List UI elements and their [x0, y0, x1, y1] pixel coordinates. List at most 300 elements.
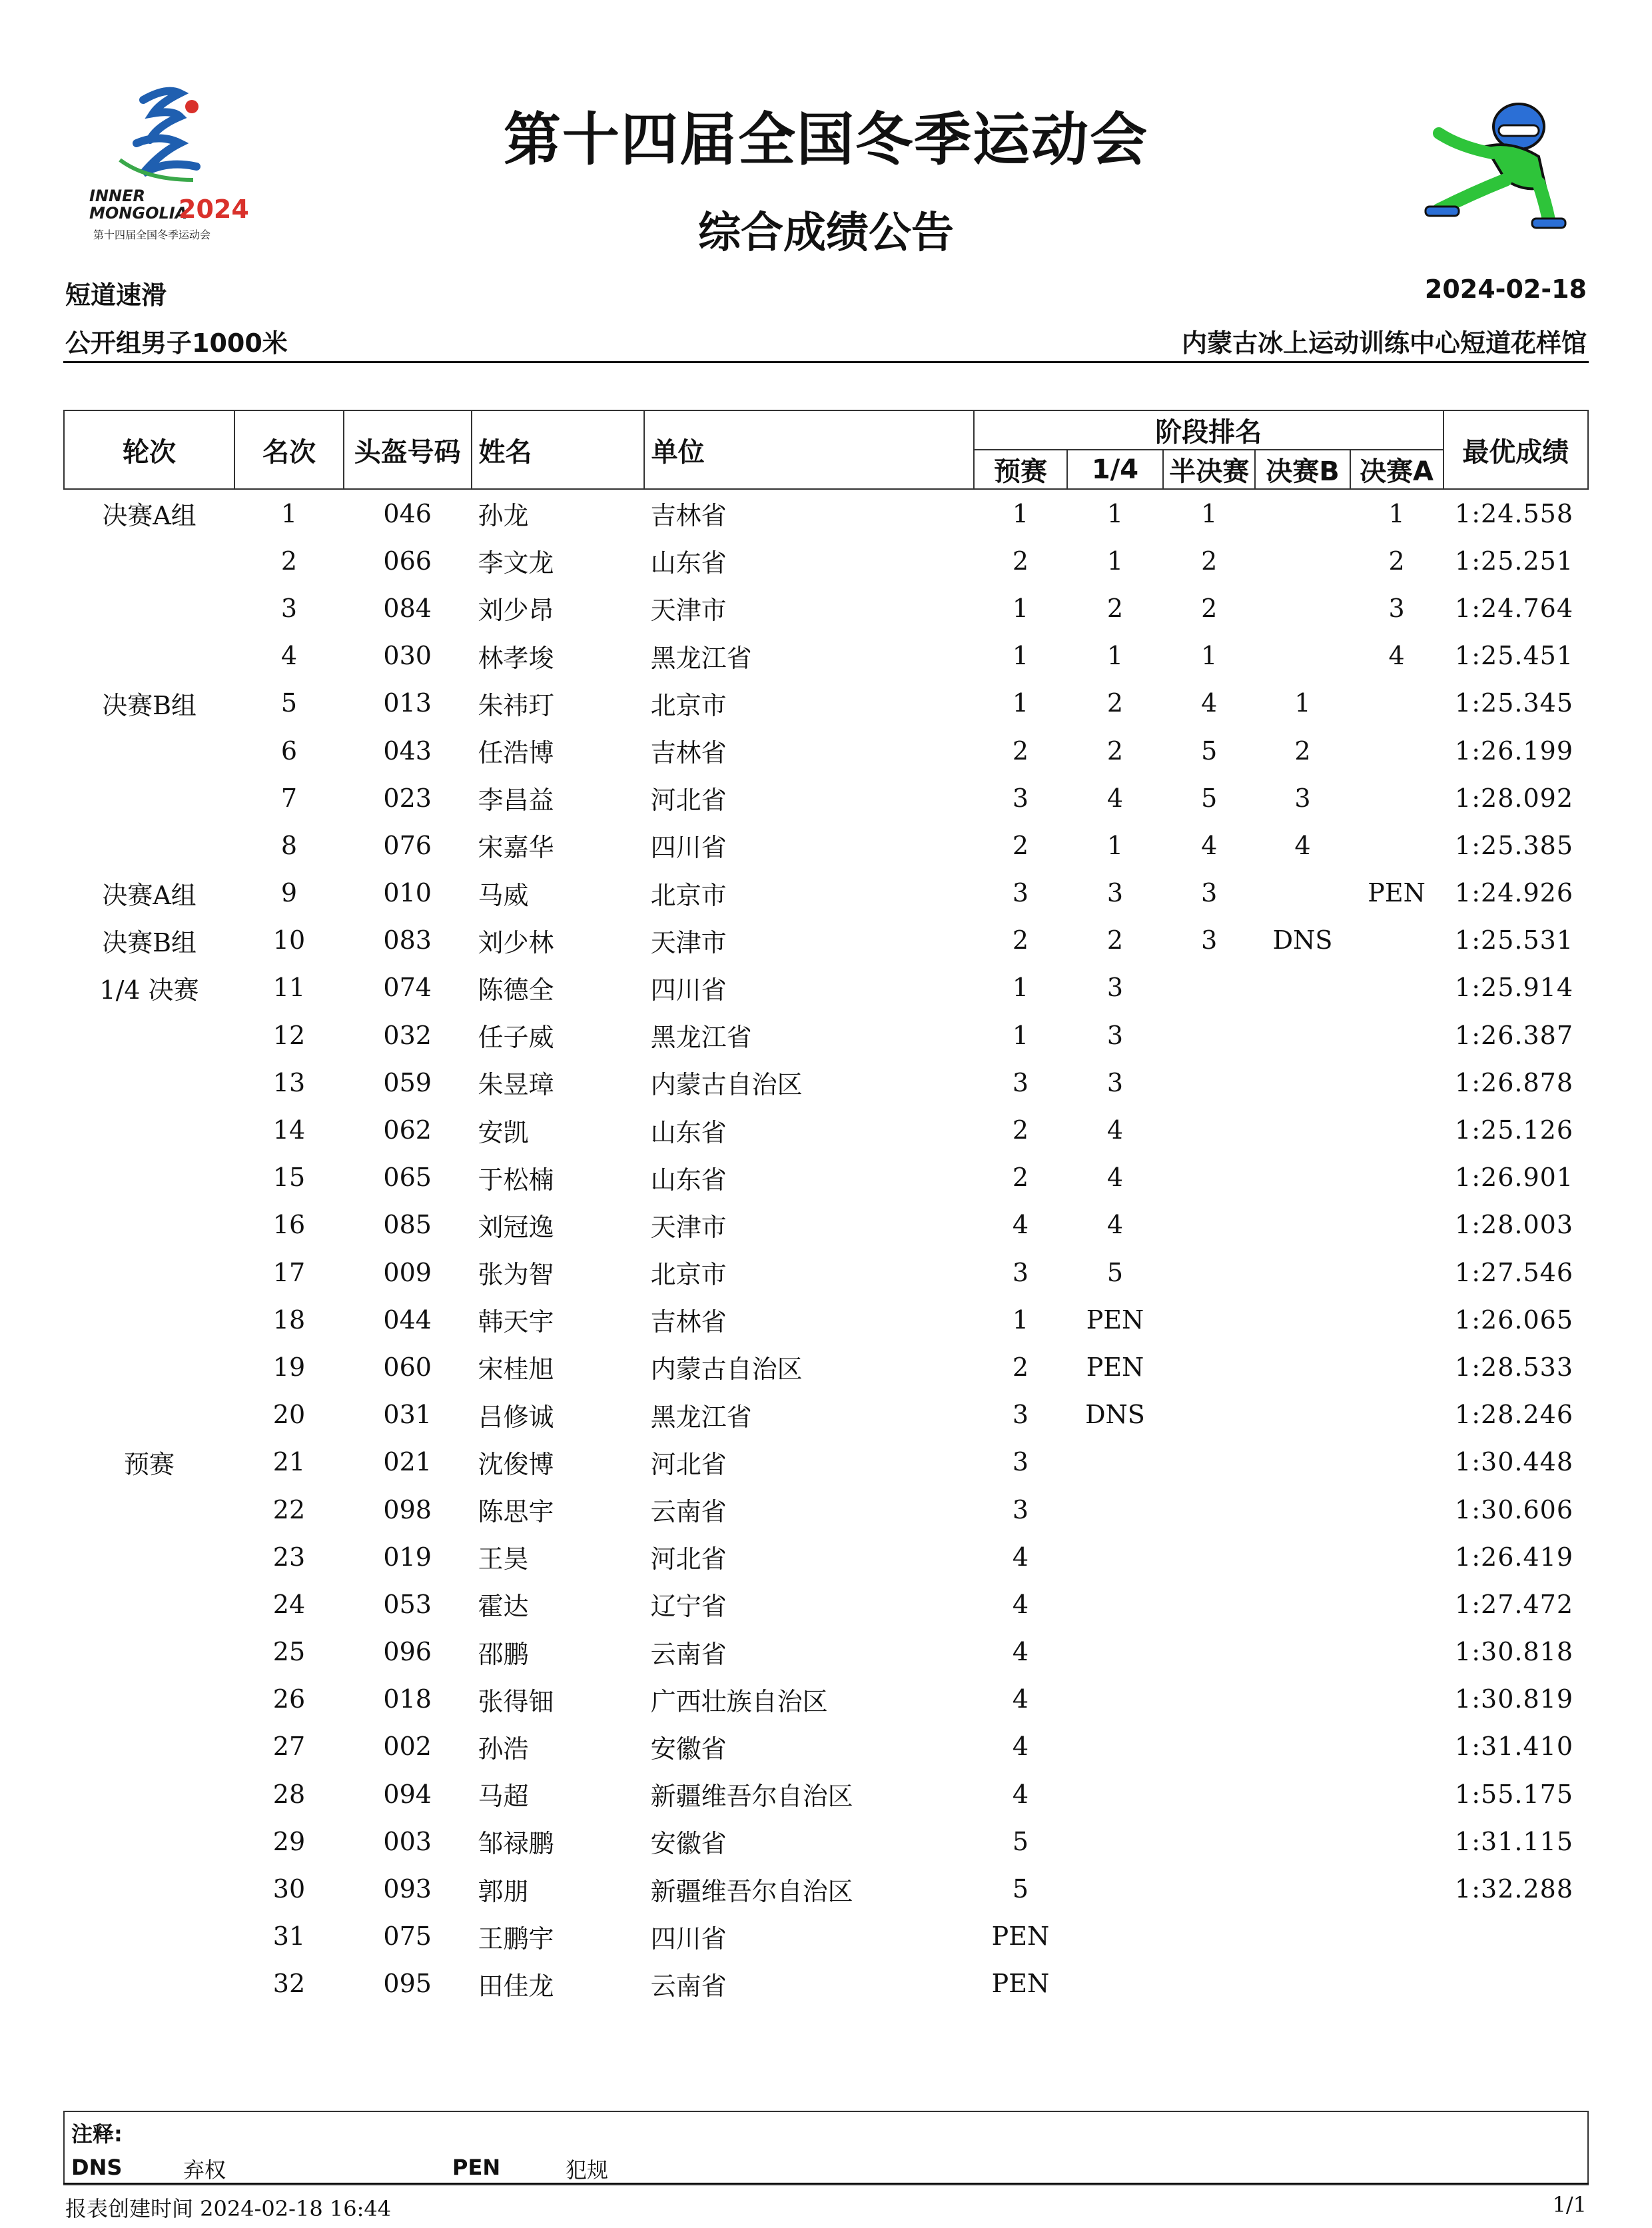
cell-qf: 2 — [1106, 688, 1124, 718]
table-row — [64, 1296, 1588, 1343]
footer-divider — [63, 2183, 1589, 2184]
cell-qf — [1067, 1486, 1163, 1533]
cell-round: 决赛A组 — [102, 501, 197, 531]
cell-rank: 30 — [272, 1874, 306, 1904]
cell-fb: 4 — [1294, 830, 1311, 860]
cell-rank: 8 — [280, 830, 298, 860]
table-row — [64, 1960, 1588, 2007]
cell-fb — [1255, 1011, 1350, 1059]
cell-qf — [1067, 1770, 1163, 1818]
cell-best: 1:24.558 — [1455, 498, 1573, 528]
cell-fb — [1255, 1865, 1350, 1912]
cell-unit: 河北省 — [650, 1544, 727, 1574]
cell-unit: 安徽省 — [650, 1829, 727, 1859]
logo-line2: MONGOLIA — [89, 204, 188, 223]
cell-fa — [1350, 1818, 1444, 1865]
cell-fb: 2 — [1294, 736, 1311, 766]
report-created-time: 报表创建时间 2024-02-18 16:44 — [65, 2196, 392, 2221]
cell-fb — [1255, 1628, 1350, 1676]
cell-fa — [1350, 1580, 1444, 1628]
table-row — [64, 680, 1588, 727]
cell-best: 1:24.764 — [1455, 593, 1573, 623]
cell-heat: 3 — [1012, 783, 1029, 813]
cell-fa: 2 — [1388, 546, 1405, 576]
cell-qf: 4 — [1106, 783, 1124, 813]
table-row — [64, 1106, 1588, 1153]
cell-bib: 094 — [383, 1779, 432, 1809]
col-qf: 1/4 — [1067, 450, 1163, 489]
cell-unit: 黑龙江省 — [650, 1402, 752, 1432]
cell-sf: 1 — [1201, 641, 1218, 671]
cell-heat: 3 — [1012, 1067, 1029, 1097]
cell-fa — [1350, 1723, 1444, 1770]
cell-fb — [1255, 1343, 1350, 1391]
table-row — [64, 917, 1588, 964]
cell-qf: 4 — [1106, 1163, 1124, 1193]
cell-fb — [1255, 1770, 1350, 1818]
cell-best — [1444, 1960, 1588, 2007]
cell-unit: 山东省 — [650, 1117, 727, 1147]
cell-sf — [1163, 1960, 1255, 2007]
cell-round — [64, 774, 234, 822]
cell-name: 安凯 — [478, 1117, 529, 1147]
cell-round — [64, 1580, 234, 1628]
cell-fa — [1350, 680, 1444, 727]
cell-rank: 25 — [272, 1637, 306, 1667]
page-title: 第十四届全国冬季运动会 — [504, 107, 1148, 173]
cell-heat: 2 — [1012, 546, 1029, 576]
cell-unit: 云南省 — [650, 1639, 727, 1669]
table-row — [64, 1818, 1588, 1865]
cell-fa — [1350, 1059, 1444, 1106]
cell-fa — [1350, 964, 1444, 1011]
table-row — [64, 822, 1588, 869]
cell-fb: 3 — [1294, 783, 1311, 813]
cell-heat: 3 — [1012, 1257, 1029, 1287]
cell-bib: 003 — [383, 1826, 432, 1856]
cell-rank: 28 — [272, 1779, 306, 1809]
cell-qf — [1067, 1723, 1163, 1770]
cell-heat: 2 — [1012, 1352, 1029, 1382]
cell-sf: 2 — [1201, 546, 1218, 576]
cell-bib: 084 — [383, 593, 432, 623]
table-row — [64, 1723, 1588, 1770]
cell-best: 1:25.251 — [1455, 546, 1573, 576]
cell-rank: 15 — [272, 1163, 306, 1193]
note-desc-pen: 犯规 — [566, 2157, 609, 2183]
cell-heat: 4 — [1012, 1210, 1029, 1240]
cell-round — [64, 1676, 234, 1723]
cell-qf: 3 — [1106, 1067, 1124, 1097]
cell-best: 1:25.531 — [1455, 925, 1573, 955]
cell-best: 1:25.385 — [1455, 830, 1573, 860]
cell-fb — [1255, 1723, 1350, 1770]
cell-fa — [1350, 1486, 1444, 1533]
cell-heat: 1 — [1012, 973, 1029, 1003]
cell-fb — [1255, 1201, 1350, 1249]
col-round: 轮次 — [64, 410, 234, 489]
cell-round — [64, 1249, 234, 1296]
cell-fa — [1350, 1343, 1444, 1391]
cell-heat: 2 — [1012, 736, 1029, 766]
table-row — [64, 1201, 1588, 1249]
cell-unit: 吉林省 — [650, 1307, 727, 1337]
cell-heat: 1 — [1012, 593, 1029, 623]
cell-unit: 四川省 — [650, 975, 727, 1005]
cell-fa — [1350, 1438, 1444, 1486]
cell-round — [64, 822, 234, 869]
cell-best: 1:28.533 — [1455, 1352, 1573, 1382]
cell-name: 郭朋 — [478, 1876, 529, 1906]
cell-bib: 010 — [383, 878, 432, 908]
cell-sf: 4 — [1201, 688, 1218, 718]
cell-round — [64, 1296, 234, 1343]
table-row — [64, 1059, 1588, 1106]
cell-fa: PEN — [1368, 878, 1426, 908]
note-abbr-dns: DNS — [71, 2155, 123, 2180]
cell-bib: 019 — [383, 1542, 432, 1572]
cell-heat: PEN — [991, 1969, 1050, 1999]
cell-rank: 17 — [272, 1257, 306, 1287]
cell-bib: 076 — [383, 830, 432, 860]
cell-bib: 023 — [383, 783, 432, 813]
cell-qf — [1067, 1580, 1163, 1628]
cell-best — [1444, 1913, 1588, 1960]
cell-best: 1:25.914 — [1455, 973, 1573, 1003]
cell-heat: 1 — [1012, 688, 1029, 718]
cell-round: 1/4 决赛 — [99, 975, 199, 1005]
cell-bib: 043 — [383, 736, 432, 766]
cell-round: 预赛 — [124, 1449, 175, 1479]
table-row — [64, 1154, 1588, 1201]
cell-rank: 9 — [280, 878, 298, 908]
cell-name: 李文龙 — [478, 548, 554, 578]
cell-best: 1:26.199 — [1455, 736, 1573, 766]
cell-unit: 新疆维吾尔自治区 — [650, 1876, 853, 1906]
cell-best: 1:31.115 — [1455, 1826, 1573, 1856]
cell-unit: 山东省 — [650, 1165, 727, 1195]
cell-name: 邹禄鹏 — [478, 1829, 554, 1859]
cell-unit: 辽宁省 — [650, 1592, 727, 1622]
cell-unit: 四川省 — [650, 1924, 727, 1953]
table-row — [64, 1343, 1588, 1391]
cell-name: 邵鹏 — [478, 1639, 529, 1669]
cell-name: 于松楠 — [478, 1165, 554, 1195]
cell-heat: 2 — [1012, 830, 1029, 860]
table-row — [64, 489, 1588, 537]
cell-round — [64, 727, 234, 774]
cell-fa: 1 — [1388, 498, 1405, 528]
cell-unit: 河北省 — [650, 1449, 727, 1479]
cell-bib: 046 — [383, 498, 432, 528]
cell-qf: 1 — [1106, 830, 1124, 860]
cell-rank: 3 — [280, 593, 298, 623]
cell-best: 1:30.606 — [1455, 1494, 1573, 1524]
cell-best: 1:26.901 — [1455, 1163, 1573, 1193]
cell-fb — [1255, 1960, 1350, 2007]
cell-round — [64, 1011, 234, 1059]
cell-qf: DNS — [1085, 1400, 1145, 1430]
cell-heat: PEN — [991, 1922, 1050, 1951]
cell-heat: 2 — [1012, 1163, 1029, 1193]
cell-fa — [1350, 774, 1444, 822]
cell-unit: 北京市 — [650, 690, 727, 720]
cell-best: 1:55.175 — [1455, 1779, 1573, 1809]
cell-fb — [1255, 1296, 1350, 1343]
table-row — [64, 1913, 1588, 1960]
table-row — [64, 727, 1588, 774]
note-desc-dns: 弃权 — [183, 2157, 226, 2183]
cell-qf: 3 — [1106, 878, 1124, 908]
cell-name: 刘少昂 — [478, 596, 554, 626]
table-row — [64, 869, 1588, 917]
cell-bib: 059 — [383, 1067, 432, 1097]
cell-name: 马超 — [478, 1782, 529, 1812]
logo-line1: INNER — [89, 187, 145, 205]
col-bib: 头盔号码 — [344, 410, 472, 489]
cell-name: 朱昱璋 — [478, 1070, 554, 1100]
cell-round: 决赛A组 — [102, 880, 197, 910]
table-row — [64, 1438, 1588, 1486]
sport-name: 短道速滑 — [65, 280, 167, 310]
cell-round — [64, 1533, 234, 1580]
cell-name: 宋桂旭 — [478, 1355, 554, 1385]
cell-qf: 3 — [1106, 973, 1124, 1003]
cell-sf: 1 — [1201, 498, 1218, 528]
cell-fb — [1255, 584, 1350, 632]
cell-sf — [1163, 1770, 1255, 1818]
cell-fa — [1350, 1676, 1444, 1723]
page-number: 1/1 — [1552, 2192, 1587, 2217]
cell-fa — [1350, 1770, 1444, 1818]
note-abbr-pen: PEN — [452, 2155, 501, 2180]
cell-qf — [1067, 1628, 1163, 1676]
cell-round — [64, 1154, 234, 1201]
cell-unit: 天津市 — [650, 596, 727, 626]
event-date: 2024-02-18 — [1424, 275, 1587, 304]
cell-bib: 002 — [383, 1732, 432, 1762]
cell-sf — [1163, 1628, 1255, 1676]
cell-qf: PEN — [1086, 1352, 1144, 1382]
cell-sf: 4 — [1201, 830, 1218, 860]
cell-heat: 1 — [1012, 641, 1029, 671]
cell-fb — [1255, 1154, 1350, 1201]
cell-bib: 013 — [383, 688, 432, 718]
cell-round — [64, 1059, 234, 1106]
cell-sf — [1163, 1818, 1255, 1865]
cell-unit: 天津市 — [650, 927, 727, 957]
table-row — [64, 964, 1588, 1011]
cell-name: 霍达 — [478, 1592, 529, 1622]
cell-qf: 1 — [1106, 546, 1124, 576]
cell-best: 1:30.819 — [1455, 1684, 1573, 1714]
cell-round — [64, 632, 234, 680]
cell-heat: 4 — [1012, 1542, 1029, 1572]
cell-name: 王鹏宇 — [478, 1924, 554, 1953]
cell-heat: 4 — [1012, 1732, 1029, 1762]
cell-fa — [1350, 1296, 1444, 1343]
cell-round — [64, 584, 234, 632]
cell-best: 1:31.410 — [1455, 1732, 1573, 1762]
cell-fb — [1255, 1486, 1350, 1533]
cell-fa — [1350, 727, 1444, 774]
cell-best: 1:28.003 — [1455, 1210, 1573, 1240]
cell-best: 1:30.448 — [1455, 1447, 1573, 1477]
logo-year: 2024 — [179, 195, 249, 224]
cell-best: 1:28.092 — [1455, 783, 1573, 813]
cell-rank: 1 — [280, 498, 298, 528]
cell-sf — [1163, 1201, 1255, 1249]
col-unit: 单位 — [644, 410, 974, 489]
cell-bib: 074 — [383, 973, 432, 1003]
cell-rank: 10 — [272, 925, 306, 955]
table-row — [64, 1676, 1588, 1723]
cell-name: 田佳龙 — [478, 1971, 554, 2001]
cell-best: 1:28.246 — [1455, 1400, 1573, 1430]
cell-round — [64, 1201, 234, 1249]
cell-qf: PEN — [1086, 1305, 1144, 1335]
cell-rank: 13 — [272, 1067, 306, 1097]
cell-rank: 11 — [272, 973, 306, 1003]
cell-bib: 083 — [383, 925, 432, 955]
cell-name: 孙龙 — [478, 501, 529, 531]
cell-unit: 云南省 — [650, 1497, 727, 1527]
table-row — [64, 1628, 1588, 1676]
cell-fb — [1255, 632, 1350, 680]
cell-unit: 新疆维吾尔自治区 — [650, 1782, 853, 1812]
cell-fa — [1350, 1201, 1444, 1249]
cell-sf — [1163, 1106, 1255, 1153]
cell-best: 1:25.126 — [1455, 1115, 1573, 1145]
cell-sf — [1163, 1296, 1255, 1343]
cell-round — [64, 1723, 234, 1770]
cell-best: 1:32.288 — [1455, 1874, 1573, 1904]
cell-round — [64, 1628, 234, 1676]
cell-fb — [1255, 1249, 1350, 1296]
cell-fa — [1350, 1011, 1444, 1059]
table-row — [64, 1865, 1588, 1912]
cell-name: 刘冠逸 — [478, 1212, 554, 1242]
cell-name: 林孝埈 — [478, 643, 554, 673]
cell-round: 决赛B组 — [102, 690, 197, 720]
cell-name: 朱祎玎 — [478, 690, 554, 720]
cell-fb — [1255, 869, 1350, 917]
cell-rank: 22 — [272, 1494, 306, 1524]
cell-sf — [1163, 1913, 1255, 1960]
cell-qf: 1 — [1106, 641, 1124, 671]
cell-qf — [1067, 1865, 1163, 1912]
cell-qf: 4 — [1106, 1115, 1124, 1145]
cell-unit: 黑龙江省 — [650, 1023, 752, 1053]
cell-sf — [1163, 1154, 1255, 1201]
cell-fb — [1255, 1818, 1350, 1865]
cell-round — [64, 1818, 234, 1865]
cell-round — [64, 1391, 234, 1438]
cell-unit: 河北省 — [650, 786, 727, 816]
cell-fb — [1255, 1533, 1350, 1580]
cell-fb — [1255, 537, 1350, 584]
venue-name: 内蒙古冰上运动训练中心短道花样馆 — [1181, 328, 1587, 358]
cell-sf: 3 — [1201, 925, 1218, 955]
cell-qf: 2 — [1106, 925, 1124, 955]
table-row — [64, 1770, 1588, 1818]
cell-rank: 29 — [272, 1826, 306, 1856]
cell-bib: 009 — [383, 1257, 432, 1287]
cell-name: 马威 — [478, 880, 529, 910]
cell-sf: 5 — [1201, 736, 1218, 766]
cell-heat: 4 — [1012, 1637, 1029, 1667]
cell-round — [64, 1913, 234, 1960]
cell-round: 决赛B组 — [102, 927, 197, 957]
cell-fb — [1255, 1106, 1350, 1153]
cell-qf: 5 — [1106, 1257, 1124, 1287]
cell-bib: 031 — [383, 1400, 432, 1430]
cell-bib: 096 — [383, 1637, 432, 1667]
cell-fa: 3 — [1388, 593, 1405, 623]
cell-round — [64, 1960, 234, 2007]
cell-unit: 山东省 — [650, 548, 727, 578]
cell-name: 沈俊博 — [478, 1449, 554, 1479]
col-fb: 决赛B — [1255, 450, 1350, 489]
cell-fb: DNS — [1272, 925, 1333, 955]
cell-rank: 16 — [272, 1210, 306, 1240]
cell-heat: 5 — [1012, 1826, 1029, 1856]
cell-best: 1:26.387 — [1455, 1020, 1573, 1050]
cell-sf — [1163, 1438, 1255, 1486]
cell-fa — [1350, 1533, 1444, 1580]
cell-fa — [1350, 1960, 1444, 2007]
cell-best: 1:27.472 — [1455, 1589, 1573, 1619]
cell-fb — [1255, 964, 1350, 1011]
table-row — [64, 1249, 1588, 1296]
cell-unit: 安徽省 — [650, 1734, 727, 1764]
cell-fa — [1350, 1249, 1444, 1296]
cell-name: 韩天宇 — [478, 1307, 554, 1337]
cell-bib: 053 — [383, 1589, 432, 1619]
cell-rank: 19 — [272, 1352, 306, 1382]
cell-qf: 1 — [1106, 498, 1124, 528]
results-table — [63, 410, 1589, 2007]
cell-fb: 1 — [1294, 688, 1311, 718]
cell-bib: 021 — [383, 1447, 432, 1477]
cell-sf — [1163, 1865, 1255, 1912]
cell-heat: 3 — [1012, 1494, 1029, 1524]
cell-rank: 32 — [272, 1969, 306, 1999]
cell-bib: 065 — [383, 1163, 432, 1193]
cell-bib: 018 — [383, 1684, 432, 1714]
table-row — [64, 1486, 1588, 1533]
cell-name: 吕修诚 — [478, 1402, 554, 1432]
col-best: 最优成绩 — [1444, 410, 1588, 489]
cell-bib: 060 — [383, 1352, 432, 1382]
cell-sf — [1163, 1723, 1255, 1770]
cell-name: 王昊 — [478, 1544, 529, 1574]
notes-box — [63, 2111, 1589, 2185]
cell-sf — [1163, 1249, 1255, 1296]
notes-label: 注释: — [71, 2121, 123, 2147]
cell-qf: 3 — [1106, 1020, 1124, 1050]
cell-unit: 北京市 — [650, 880, 727, 910]
cell-name: 李昌益 — [478, 786, 554, 816]
cell-sf — [1163, 1533, 1255, 1580]
cell-heat: 1 — [1012, 1020, 1029, 1050]
cell-rank: 31 — [272, 1922, 306, 1951]
cell-best: 1:26.878 — [1455, 1067, 1573, 1097]
table-row — [64, 584, 1588, 632]
cell-name: 孙浩 — [478, 1734, 529, 1764]
table-row — [64, 632, 1588, 680]
cell-rank: 14 — [272, 1115, 306, 1145]
